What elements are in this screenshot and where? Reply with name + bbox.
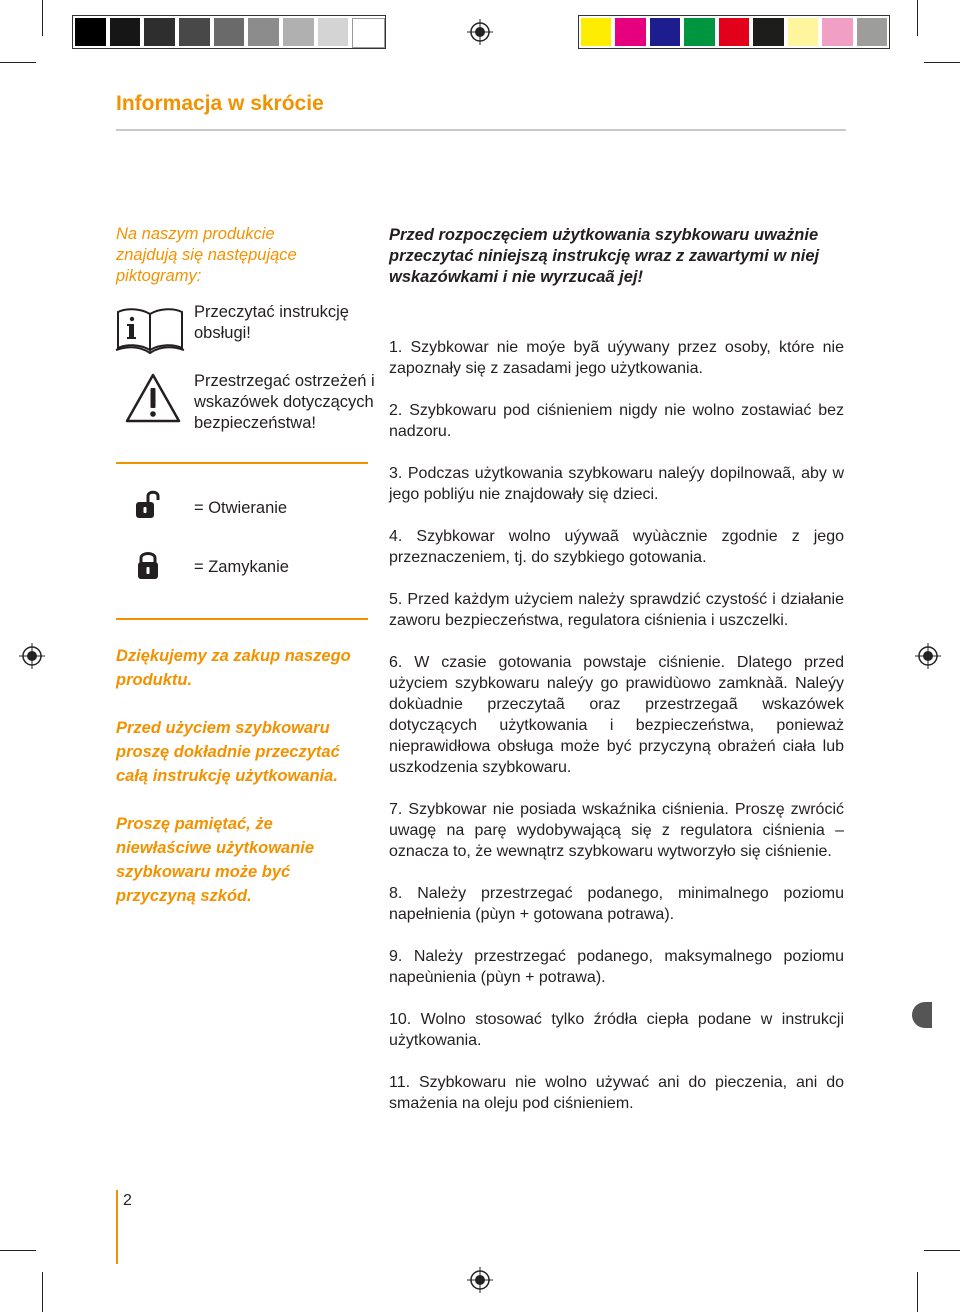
pictograms-heading: Na naszym produkcie znajdują się następujące piktogramy:	[116, 225, 297, 285]
unlock-icon	[134, 488, 164, 520]
safety-instructions-list	[389, 337, 844, 1135]
color-swatch	[581, 18, 611, 46]
color-swatch	[753, 18, 783, 46]
color-swatch	[719, 18, 749, 46]
crop-mark	[0, 1250, 36, 1251]
color-swatch	[214, 18, 245, 46]
section-divider	[116, 462, 368, 464]
list-item: 2. Szybkowaru pod ciśnieniem nigdy nie wolno zostawiać bez nadzoru.	[389, 402, 844, 440]
pictogram-read-manual-text: Przeczytać instrukcję obsługi!	[194, 303, 349, 342]
color-swatch	[650, 18, 680, 46]
color-swatch	[283, 18, 314, 46]
color-swatch	[75, 18, 106, 46]
cmyk-color-bar	[578, 15, 890, 49]
page-number: 2	[123, 1192, 132, 1209]
crop-mark	[924, 1250, 960, 1251]
intro-warning: Przed rozpoczęciem użytkowania szybkowaru uważnie przeczytać niniejszą instrukcję wraz z zawartymi w niej wskazówkami i nie wyrzucaã jej!	[389, 226, 820, 286]
color-swatch	[352, 18, 385, 48]
registration-mark-icon	[467, 19, 493, 45]
crop-mark	[917, 0, 918, 36]
list-item: 5. Przed każdym użyciem należy sprawdzić czystość i działanie zaworu bezpieczeństwa, regulatora ciśnienia i uszczelki.	[389, 591, 844, 629]
color-swatch	[684, 18, 714, 46]
side-tab-mark	[912, 1002, 932, 1028]
crop-mark	[924, 62, 960, 63]
read-before-text: Przed użyciem szybkowaru proszę dokładnie przeczytać całą instrukcję użytkowania.	[116, 719, 340, 785]
crop-mark	[42, 1272, 43, 1312]
registration-mark-icon	[467, 1267, 493, 1293]
registration-mark-icon	[19, 643, 45, 669]
color-swatch	[857, 18, 887, 46]
list-item: 8. Należy przestrzegać podanego, minimalnego poziomu napełnienia (pùyn + gotowana potrawa).	[389, 885, 844, 923]
color-swatch	[248, 18, 279, 46]
color-swatch	[110, 18, 141, 46]
crop-mark	[917, 1272, 918, 1312]
title-divider	[116, 129, 846, 131]
list-item: 7. Szybkowar nie posiada wskaźnika ciśnienia. Proszę zwrócić uwagę na parę wydobywającą się z regulatora ciśnienia – oznacza to, że wewnątrz szybkowaru wytworzyło się ciśnienie.	[389, 801, 844, 860]
remember-text: Proszę pamiętać, że niewłaściwe użytkowanie szybkowaru może być przyczyną szkód.	[116, 815, 315, 905]
color-swatch	[318, 18, 349, 46]
color-swatch	[615, 18, 645, 46]
pictogram-warning-text: Przestrzegać ostrzeżeń i wskazówek dotyczących bezpieczeństwa!	[194, 372, 375, 432]
pictogram-close-text: = Zamykanie	[194, 558, 289, 576]
page-number-bar	[116, 1190, 118, 1264]
color-swatch	[822, 18, 852, 46]
list-item: 3. Podczas użytkowania szybkowaru naleýy dopilnowaã, aby w jego pobliýu nie znajdowały się dzieci.	[389, 465, 844, 503]
crop-mark	[42, 0, 43, 36]
color-swatch	[179, 18, 210, 46]
crop-mark	[0, 62, 36, 63]
registration-mark-icon	[915, 643, 941, 669]
list-item: 9. Należy przestrzegać podanego, maksymalnego poziomu napeùnienia (pùyn + potrawa).	[389, 948, 844, 986]
grayscale-color-bar	[72, 15, 386, 49]
list-item: 11. Szybkowaru nie wolno używać ani do pieczenia, ani do smażenia na oleju pod ciśnieniem.	[389, 1074, 844, 1112]
warning-triangle-icon	[124, 372, 182, 424]
color-swatch	[144, 18, 175, 46]
page-title: Informacja w skrócie	[116, 92, 324, 115]
book-info-icon	[114, 306, 186, 356]
color-swatch	[788, 18, 818, 46]
lock-icon	[136, 549, 160, 581]
section-divider	[116, 618, 368, 620]
list-item: 6. W czasie gotowania powstaje ciśnienie. Dlatego przed użyciem szybkowaru naleýy go prawidùowo zamknàã. Naleýy dokùadnie przeczytaã oraz przestrzegaã wskazówek dotyczących użytkowania i bezpieczeństwa, ponieważ nieprawidłowa obsługa może być przyczyną obrażeń ciała lub uszkodzenia szybkowaru.	[389, 654, 844, 776]
thanks-text: Dziękujemy za zakup naszego produktu.	[116, 647, 351, 689]
pictogram-open-text: = Otwieranie	[194, 499, 288, 517]
list-item: 4. Szybkowar wolno uýywaã wyùàcznie zgodnie z jego przeznaczeniem, tj. do szybkiego gotowania.	[389, 528, 844, 566]
list-item: 1. Szybkowar nie moýe byã uýywany przez osoby, które nie zapoznały się z zasadami jego użytkowania.	[389, 339, 844, 377]
list-item: 10. Wolno stosować tylko źródła ciepła podane w instrukcji użytkowania.	[389, 1011, 844, 1049]
